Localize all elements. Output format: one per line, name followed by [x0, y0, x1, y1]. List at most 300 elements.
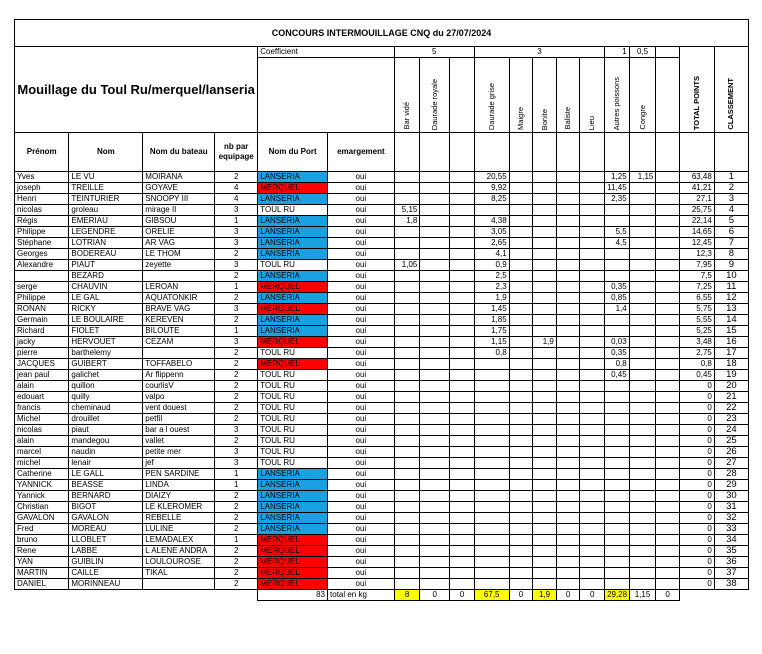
cell-aut[interactable] [605, 513, 630, 524]
cell-em[interactable]: oui [328, 304, 395, 315]
cell-port[interactable]: MERQUEL [258, 568, 328, 579]
cell-em[interactable]: oui [328, 359, 395, 370]
cell-lieu[interactable] [580, 535, 605, 546]
cell-em[interactable]: oui [328, 172, 395, 183]
cell-port[interactable]: TOUL RU [258, 425, 328, 436]
cell-roy[interactable] [420, 425, 450, 436]
empty-cell[interactable] [450, 447, 475, 458]
cell-nom[interactable]: LE BOULAIRE [69, 315, 143, 326]
empty-cell[interactable] [450, 502, 475, 513]
cell-con[interactable] [629, 304, 656, 315]
cell-tot[interactable]: 0 [679, 469, 714, 480]
cell-nom[interactable]: cheminaud [69, 403, 143, 414]
cell-port[interactable]: TOUL RU [258, 260, 328, 271]
cell-mai[interactable] [509, 458, 533, 469]
cell-em[interactable]: oui [328, 392, 395, 403]
empty-cell[interactable] [450, 282, 475, 293]
cell-bar[interactable] [394, 348, 420, 359]
cell-em[interactable]: oui [328, 370, 395, 381]
cell-roy[interactable] [420, 249, 450, 260]
cell-aut[interactable] [605, 381, 630, 392]
cell-eq[interactable]: 1 [215, 326, 258, 337]
cell-bal[interactable] [556, 513, 580, 524]
cell-lieu[interactable] [580, 557, 605, 568]
cell-nom[interactable]: BEZARD [69, 271, 143, 282]
cell-bar[interactable] [394, 513, 420, 524]
cell-eq[interactable]: 3 [215, 205, 258, 216]
cell-mai[interactable] [509, 194, 533, 205]
cell-lieu[interactable] [580, 172, 605, 183]
cell-prenom[interactable] [15, 271, 69, 282]
cell-bal[interactable] [556, 194, 580, 205]
cell-con[interactable] [629, 282, 656, 293]
cell-nom[interactable]: CAILLE [69, 568, 143, 579]
cell-cl[interactable]: 4 [714, 205, 748, 216]
cell-mai[interactable] [509, 447, 533, 458]
cell-con[interactable] [629, 205, 656, 216]
cell-bateau[interactable]: MOIRANA [143, 172, 215, 183]
cell-bon[interactable] [533, 260, 557, 271]
cell-gri[interactable] [474, 436, 509, 447]
cell-eq[interactable]: 3 [215, 425, 258, 436]
cell-bateau[interactable]: LINDA [143, 480, 215, 491]
cell-tot[interactable]: 0 [679, 524, 714, 535]
cell-eq[interactable]: 2 [215, 315, 258, 326]
cell-eq[interactable]: 2 [215, 392, 258, 403]
cell-em[interactable]: oui [328, 326, 395, 337]
cell-bon[interactable] [533, 502, 557, 513]
cell-mai[interactable] [509, 249, 533, 260]
cell-prenom[interactable]: Philippe [15, 293, 69, 304]
cell-mai[interactable] [509, 238, 533, 249]
cell-tot[interactable]: 12,3 [679, 249, 714, 260]
cell-roy[interactable] [420, 194, 450, 205]
empty-cell[interactable] [656, 491, 680, 502]
empty-cell[interactable] [656, 535, 680, 546]
cell-roy[interactable] [420, 172, 450, 183]
cell-bal[interactable] [556, 557, 580, 568]
empty-cell[interactable] [450, 238, 475, 249]
cell-em[interactable]: oui [328, 469, 395, 480]
cell-cl[interactable]: 38 [714, 579, 748, 590]
cell-aut[interactable]: 11,45 [605, 183, 630, 194]
cell-em[interactable]: oui [328, 524, 395, 535]
empty-cell[interactable] [656, 414, 680, 425]
cell-aut[interactable] [605, 480, 630, 491]
cell-em[interactable]: oui [328, 293, 395, 304]
cell-bar[interactable] [394, 194, 420, 205]
cell-bon[interactable] [533, 447, 557, 458]
cell-eq[interactable]: 2 [215, 348, 258, 359]
cell-bar[interactable] [394, 183, 420, 194]
cell-cl[interactable]: 36 [714, 557, 748, 568]
cell-con[interactable] [629, 370, 656, 381]
cell-aut[interactable]: 0,8 [605, 359, 630, 370]
cell-prenom[interactable]: Georges [15, 249, 69, 260]
cell-tot[interactable]: 7,5 [679, 271, 714, 282]
cell-bal[interactable] [556, 304, 580, 315]
cell-bal[interactable] [556, 480, 580, 491]
cell-bon[interactable] [533, 238, 557, 249]
cell-eq[interactable]: 2 [215, 403, 258, 414]
cell-lieu[interactable] [580, 205, 605, 216]
cell-port[interactable]: MERQUEL [258, 183, 328, 194]
cell-em[interactable]: oui [328, 458, 395, 469]
cell-bal[interactable] [556, 491, 580, 502]
cell-nom[interactable]: LABBE [69, 546, 143, 557]
cell-port[interactable]: TOUL RU [258, 414, 328, 425]
cell-bateau[interactable]: BILOUTE [143, 326, 215, 337]
cell-tot[interactable]: 5,55 [679, 315, 714, 326]
cell-tot[interactable]: 0 [679, 414, 714, 425]
cell-roy[interactable] [420, 282, 450, 293]
cell-bateau[interactable]: petite mer [143, 447, 215, 458]
cell-port[interactable]: LANSERIA [258, 249, 328, 260]
empty-cell[interactable] [450, 524, 475, 535]
cell-roy[interactable] [420, 183, 450, 194]
cell-nom[interactable]: HERVOUET [69, 337, 143, 348]
cell-tot[interactable]: 0 [679, 568, 714, 579]
cell-con[interactable] [629, 557, 656, 568]
cell-lieu[interactable] [580, 491, 605, 502]
cell-bon[interactable] [533, 513, 557, 524]
cell-eq[interactable]: 4 [215, 183, 258, 194]
cell-eq[interactable]: 2 [215, 568, 258, 579]
cell-con[interactable] [629, 502, 656, 513]
cell-eq[interactable]: 2 [215, 172, 258, 183]
cell-cl[interactable]: 1 [714, 172, 748, 183]
cell-cl[interactable]: 14 [714, 315, 748, 326]
cell-con[interactable] [629, 414, 656, 425]
cell-aut[interactable] [605, 425, 630, 436]
cell-nom[interactable]: GAVALON [69, 513, 143, 524]
cell-bal[interactable] [556, 205, 580, 216]
empty-cell[interactable] [450, 513, 475, 524]
cell-gri[interactable]: 0,8 [474, 348, 509, 359]
empty-cell[interactable] [656, 271, 680, 282]
empty-cell[interactable] [656, 392, 680, 403]
cell-cl[interactable]: 8 [714, 249, 748, 260]
cell-bar[interactable] [394, 502, 420, 513]
cell-gri[interactable]: 20,55 [474, 172, 509, 183]
cell-bar[interactable] [394, 524, 420, 535]
cell-aut[interactable] [605, 469, 630, 480]
cell-lieu[interactable] [580, 513, 605, 524]
cell-bal[interactable] [556, 458, 580, 469]
cell-aut[interactable]: 0,45 [605, 370, 630, 381]
cell-mai[interactable] [509, 502, 533, 513]
cell-lieu[interactable] [580, 480, 605, 491]
cell-lieu[interactable] [580, 458, 605, 469]
cell-port[interactable]: LANSERIA [258, 227, 328, 238]
cell-lieu[interactable] [580, 216, 605, 227]
cell-bon[interactable] [533, 436, 557, 447]
empty-cell[interactable] [450, 546, 475, 557]
cell-eq[interactable]: 3 [215, 304, 258, 315]
cell-bar[interactable] [394, 425, 420, 436]
cell-port[interactable]: MERQUEL [258, 337, 328, 348]
cell-aut[interactable] [605, 260, 630, 271]
cell-lieu[interactable] [580, 425, 605, 436]
cell-gri[interactable]: 1,85 [474, 315, 509, 326]
cell-bateau[interactable]: SNOOPY III [143, 194, 215, 205]
cell-em[interactable]: oui [328, 579, 395, 590]
cell-gri[interactable] [474, 359, 509, 370]
cell-gri[interactable] [474, 205, 509, 216]
empty-cell[interactable] [450, 557, 475, 568]
cell-mai[interactable] [509, 337, 533, 348]
empty-cell[interactable] [656, 447, 680, 458]
cell-bateau[interactable]: LE KLEROMER [143, 502, 215, 513]
cell-nom[interactable]: MOREAU [69, 524, 143, 535]
cell-eq[interactable]: 3 [215, 337, 258, 348]
cell-lieu[interactable] [580, 260, 605, 271]
cell-tot[interactable]: 0 [679, 491, 714, 502]
cell-cl[interactable]: 30 [714, 491, 748, 502]
cell-lieu[interactable] [580, 183, 605, 194]
cell-mai[interactable] [509, 480, 533, 491]
cell-bar[interactable]: 5,15 [394, 205, 420, 216]
cell-bon[interactable] [533, 183, 557, 194]
cell-mai[interactable] [509, 546, 533, 557]
cell-tot[interactable]: 0 [679, 458, 714, 469]
cell-prenom[interactable]: edouart [15, 392, 69, 403]
cell-bal[interactable] [556, 172, 580, 183]
empty-cell[interactable] [656, 359, 680, 370]
cell-lieu[interactable] [580, 381, 605, 392]
cell-port[interactable]: MERQUEL [258, 557, 328, 568]
cell-con[interactable] [629, 348, 656, 359]
cell-bateau[interactable]: vent douest [143, 403, 215, 414]
empty-cell[interactable] [656, 205, 680, 216]
cell-lieu[interactable] [580, 282, 605, 293]
cell-bal[interactable] [556, 227, 580, 238]
cell-bon[interactable] [533, 304, 557, 315]
cell-eq[interactable]: 1 [215, 216, 258, 227]
empty-cell[interactable] [450, 227, 475, 238]
cell-em[interactable]: oui [328, 425, 395, 436]
cell-mai[interactable] [509, 381, 533, 392]
cell-bal[interactable] [556, 348, 580, 359]
cell-eq[interactable]: 2 [215, 513, 258, 524]
cell-bateau[interactable]: bar a l ouest [143, 425, 215, 436]
cell-gri[interactable]: 1,15 [474, 337, 509, 348]
cell-bal[interactable] [556, 403, 580, 414]
cell-con[interactable] [629, 293, 656, 304]
cell-prenom[interactable]: Yannick [15, 491, 69, 502]
cell-roy[interactable] [420, 260, 450, 271]
cell-aut[interactable]: 5,5 [605, 227, 630, 238]
cell-lieu[interactable] [580, 293, 605, 304]
cell-cl[interactable]: 28 [714, 469, 748, 480]
cell-eq[interactable]: 2 [215, 249, 258, 260]
cell-em[interactable]: oui [328, 557, 395, 568]
cell-bateau[interactable]: LEMADALEX [143, 535, 215, 546]
cell-bal[interactable] [556, 216, 580, 227]
cell-em[interactable]: oui [328, 183, 395, 194]
cell-bateau[interactable]: TOFFABELO [143, 359, 215, 370]
cell-cl[interactable]: 17 [714, 348, 748, 359]
cell-gri[interactable] [474, 447, 509, 458]
cell-gri[interactable] [474, 458, 509, 469]
cell-roy[interactable] [420, 337, 450, 348]
cell-lieu[interactable] [580, 337, 605, 348]
cell-port[interactable]: TOUL RU [258, 447, 328, 458]
cell-prenom[interactable]: joseph [15, 183, 69, 194]
cell-port[interactable]: LANSERIA [258, 271, 328, 282]
cell-lieu[interactable] [580, 502, 605, 513]
cell-cl[interactable]: 20 [714, 381, 748, 392]
cell-tot[interactable]: 25,75 [679, 205, 714, 216]
cell-mai[interactable] [509, 282, 533, 293]
cell-gri[interactable]: 4,1 [474, 249, 509, 260]
cell-con[interactable] [629, 425, 656, 436]
cell-aut[interactable] [605, 447, 630, 458]
cell-bar[interactable] [394, 238, 420, 249]
cell-roy[interactable] [420, 392, 450, 403]
empty-cell[interactable] [450, 414, 475, 425]
cell-eq[interactable]: 2 [215, 271, 258, 282]
cell-bal[interactable] [556, 425, 580, 436]
cell-eq[interactable]: 2 [215, 524, 258, 535]
cell-roy[interactable] [420, 513, 450, 524]
cell-con[interactable] [629, 381, 656, 392]
cell-aut[interactable] [605, 436, 630, 447]
cell-bon[interactable] [533, 414, 557, 425]
cell-prenom[interactable]: serge [15, 282, 69, 293]
cell-lieu[interactable] [580, 436, 605, 447]
cell-bal[interactable] [556, 568, 580, 579]
cell-cl[interactable]: 24 [714, 425, 748, 436]
cell-prenom[interactable]: Richard [15, 326, 69, 337]
cell-cl[interactable]: 37 [714, 568, 748, 579]
cell-prenom[interactable]: Stéphane [15, 238, 69, 249]
cell-mai[interactable] [509, 172, 533, 183]
cell-cl[interactable]: 27 [714, 458, 748, 469]
cell-tot[interactable]: 12,45 [679, 238, 714, 249]
cell-roy[interactable] [420, 326, 450, 337]
cell-gri[interactable]: 4,38 [474, 216, 509, 227]
cell-bar[interactable] [394, 546, 420, 557]
cell-eq[interactable]: 3 [215, 447, 258, 458]
cell-gri[interactable]: 2,3 [474, 282, 509, 293]
cell-port[interactable]: MERQUEL [258, 304, 328, 315]
cell-bal[interactable] [556, 502, 580, 513]
cell-aut[interactable] [605, 502, 630, 513]
cell-bon[interactable]: 1,9 [533, 337, 557, 348]
cell-bar[interactable] [394, 414, 420, 425]
cell-aut[interactable] [605, 458, 630, 469]
cell-bon[interactable] [533, 216, 557, 227]
cell-cl[interactable]: 11 [714, 282, 748, 293]
cell-roy[interactable] [420, 469, 450, 480]
empty-cell[interactable] [656, 249, 680, 260]
empty-cell[interactable] [656, 260, 680, 271]
cell-bal[interactable] [556, 447, 580, 458]
cell-con[interactable] [629, 238, 656, 249]
cell-bar[interactable] [394, 557, 420, 568]
cell-nom[interactable]: mandegou [69, 436, 143, 447]
empty-cell[interactable] [656, 216, 680, 227]
cell-bateau[interactable] [143, 271, 215, 282]
empty-cell[interactable] [656, 502, 680, 513]
cell-tot[interactable]: 63,48 [679, 172, 714, 183]
empty-cell[interactable] [656, 326, 680, 337]
cell-roy[interactable] [420, 480, 450, 491]
cell-bateau[interactable]: DIAIZY [143, 491, 215, 502]
cell-prenom[interactable]: Catherine [15, 469, 69, 480]
empty-cell[interactable] [450, 436, 475, 447]
cell-eq[interactable]: 2 [215, 502, 258, 513]
cell-con[interactable] [629, 392, 656, 403]
cell-lieu[interactable] [580, 194, 605, 205]
cell-con[interactable] [629, 546, 656, 557]
cell-gri[interactable] [474, 524, 509, 535]
cell-em[interactable]: oui [328, 271, 395, 282]
empty-cell[interactable] [450, 392, 475, 403]
cell-bateau[interactable]: LULINE [143, 524, 215, 535]
cell-nom[interactable]: LE GALL [69, 469, 143, 480]
cell-bal[interactable] [556, 546, 580, 557]
cell-bon[interactable] [533, 172, 557, 183]
cell-prenom[interactable]: bruno [15, 535, 69, 546]
cell-cl[interactable]: 26 [714, 447, 748, 458]
cell-lieu[interactable] [580, 546, 605, 557]
cell-tot[interactable]: 7,25 [679, 282, 714, 293]
cell-bateau[interactable]: petfil [143, 414, 215, 425]
empty-cell[interactable] [656, 381, 680, 392]
cell-lieu[interactable] [580, 524, 605, 535]
empty-cell[interactable] [450, 315, 475, 326]
cell-eq[interactable]: 2 [215, 381, 258, 392]
cell-prenom[interactable]: DANIEL [15, 579, 69, 590]
cell-mai[interactable] [509, 183, 533, 194]
cell-em[interactable]: oui [328, 403, 395, 414]
cell-con[interactable] [629, 271, 656, 282]
cell-nom[interactable]: LLOBLET [69, 535, 143, 546]
cell-bon[interactable] [533, 579, 557, 590]
cell-port[interactable]: LANSERIA [258, 238, 328, 249]
cell-bal[interactable] [556, 326, 580, 337]
cell-bar[interactable] [394, 491, 420, 502]
cell-bal[interactable] [556, 579, 580, 590]
cell-gri[interactable] [474, 414, 509, 425]
cell-roy[interactable] [420, 524, 450, 535]
cell-em[interactable]: oui [328, 216, 395, 227]
cell-mai[interactable] [509, 557, 533, 568]
cell-con[interactable] [629, 480, 656, 491]
cell-bal[interactable] [556, 436, 580, 447]
cell-bar[interactable] [394, 447, 420, 458]
cell-nom[interactable]: EMERIAU [69, 216, 143, 227]
cell-mai[interactable] [509, 260, 533, 271]
cell-tot[interactable]: 0 [679, 546, 714, 557]
cell-em[interactable]: oui [328, 249, 395, 260]
cell-bateau[interactable]: Ar flippenn [143, 370, 215, 381]
cell-aut[interactable]: 2,35 [605, 194, 630, 205]
cell-roy[interactable] [420, 491, 450, 502]
cell-cl[interactable]: 6 [714, 227, 748, 238]
cell-prenom[interactable]: Alexandre [15, 260, 69, 271]
cell-tot[interactable]: 22,14 [679, 216, 714, 227]
cell-aut[interactable] [605, 546, 630, 557]
cell-cl[interactable]: 10 [714, 271, 748, 282]
cell-bar[interactable] [394, 392, 420, 403]
cell-lieu[interactable] [580, 414, 605, 425]
cell-prenom[interactable]: Philippe [15, 227, 69, 238]
cell-mai[interactable] [509, 271, 533, 282]
cell-eq[interactable]: 3 [215, 227, 258, 238]
